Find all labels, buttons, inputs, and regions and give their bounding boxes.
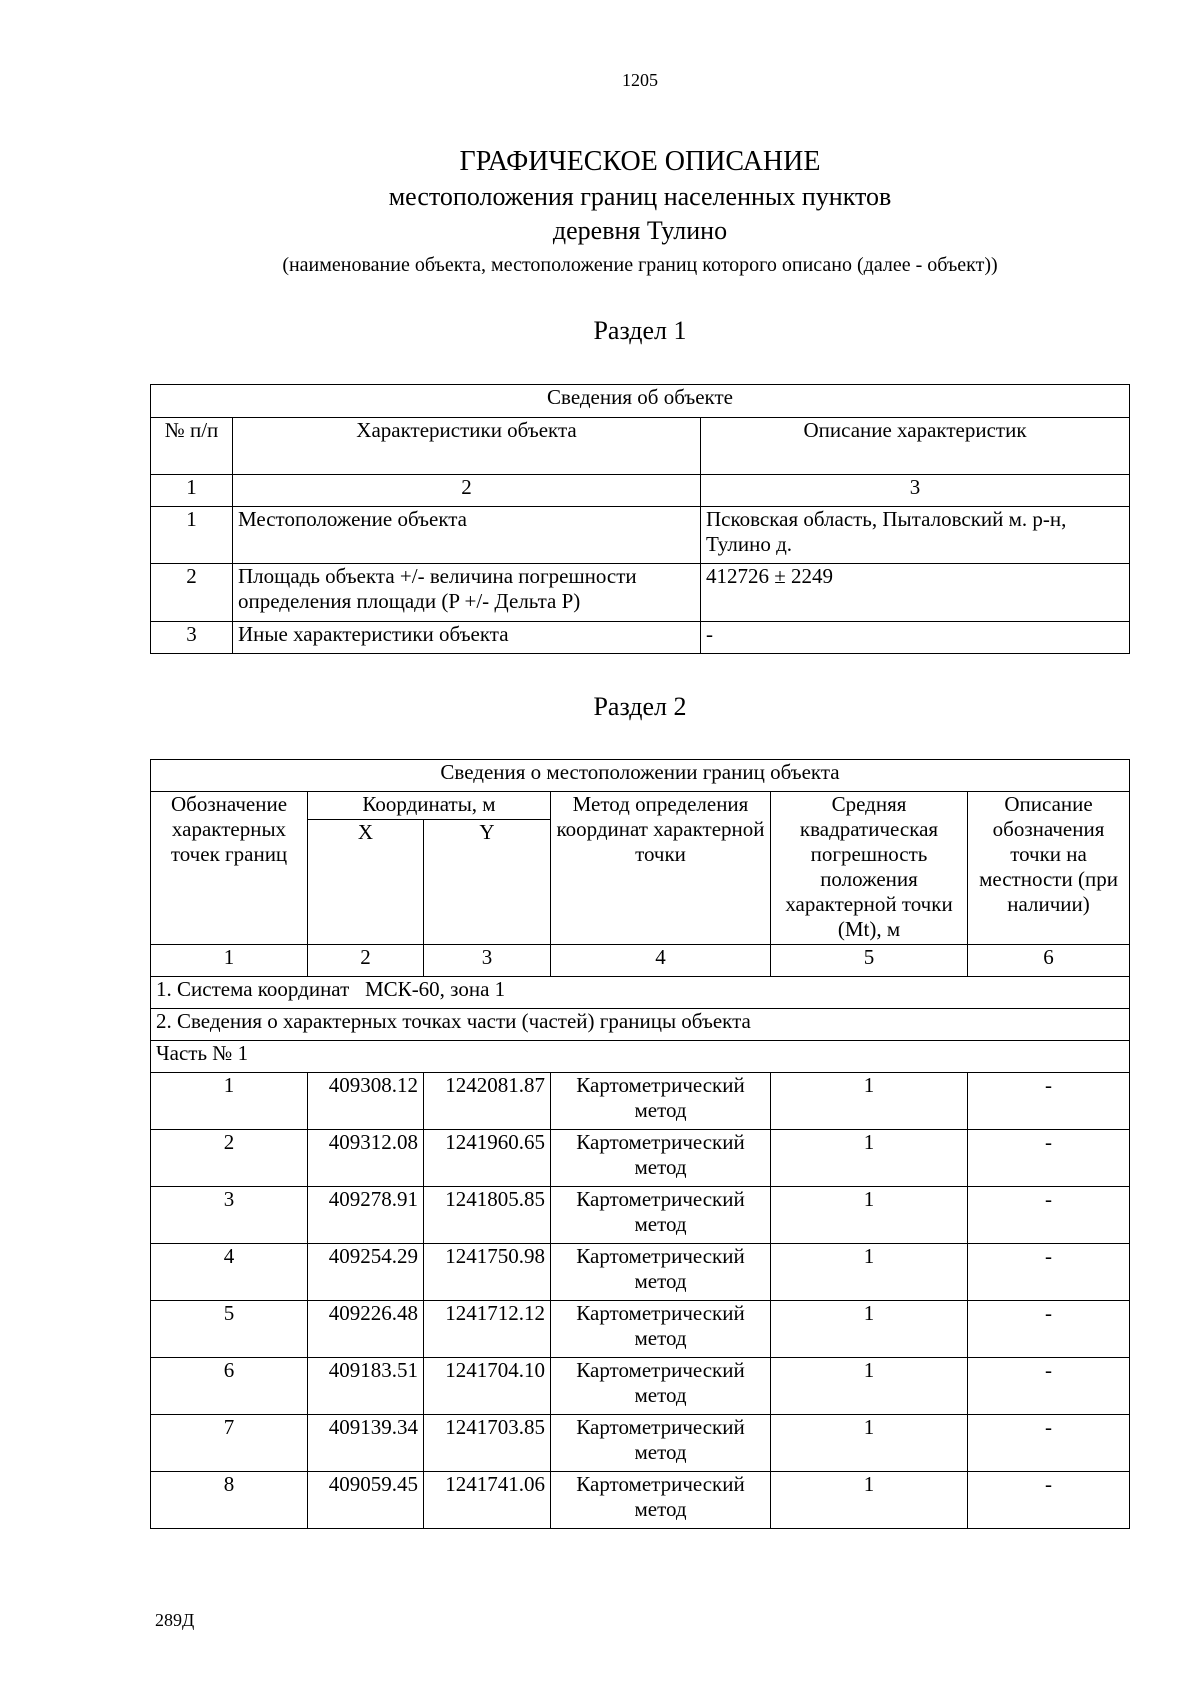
row-number: 1 <box>151 507 233 564</box>
coord-y: 1241805.85 <box>424 1187 551 1244</box>
table-row <box>151 564 1130 622</box>
column-number: 5 <box>771 945 968 977</box>
table-row <box>151 1130 1130 1187</box>
header-description: Описание обозначения точки на местности (при наличии) <box>968 792 1130 945</box>
coord-x: 409139.34 <box>308 1415 424 1472</box>
table-row <box>151 1301 1130 1358</box>
coordinate-system: 1. Система координат МСК-60, зона 1 <box>151 977 1130 1009</box>
method: Картометрический метод <box>551 1415 771 1472</box>
point-number: 7 <box>151 1415 308 1472</box>
error-mt: 1 <box>771 1358 968 1415</box>
characteristic-value: 412726 ± 2249 <box>701 564 1130 622</box>
header-coordinates: Координаты, м <box>308 792 551 820</box>
characteristic-name: Площадь объекта +/- величина погрешности определения площади (P +/- Дельта P) <box>233 564 701 622</box>
point-description: - <box>968 1244 1130 1301</box>
section-2-heading: Раздел 2 <box>593 692 687 721</box>
coord-y: 1241741.06 <box>424 1472 551 1529</box>
coord-x: 409308.12 <box>308 1073 424 1130</box>
coord-x: 409183.51 <box>308 1358 424 1415</box>
table-row <box>151 1415 1130 1472</box>
footer-code: 289Д <box>155 1610 195 1630</box>
method: Картометрический метод <box>551 1358 771 1415</box>
error-mt: 1 <box>771 1244 968 1301</box>
table-row <box>151 1472 1130 1529</box>
point-number: 6 <box>151 1358 308 1415</box>
header-y: Y <box>424 820 551 945</box>
method: Картометрический метод <box>551 1187 771 1244</box>
object-name-caption: (наименование объекта, местоположение границ которого описано (далее - объект)) <box>282 254 998 276</box>
error-mt: 1 <box>771 1130 968 1187</box>
coord-x: 409059.45 <box>308 1472 424 1529</box>
table-row <box>151 1073 1130 1130</box>
point-description: - <box>968 1130 1130 1187</box>
table-caption: Сведения о местоположении границ объекта <box>151 760 1130 792</box>
column-number: 2 <box>308 945 424 977</box>
coord-x: 409226.48 <box>308 1301 424 1358</box>
section-1-heading: Раздел 1 <box>593 316 687 345</box>
coord-y: 1242081.87 <box>424 1073 551 1130</box>
characteristic-value: - <box>701 622 1130 654</box>
document-title: ГРАФИЧЕСКОЕ ОПИСАНИЕ <box>459 146 821 177</box>
point-description: - <box>968 1073 1130 1130</box>
table-row <box>151 507 1130 564</box>
table-caption: Сведения об объекте <box>151 385 1130 418</box>
coord-y: 1241712.12 <box>424 1301 551 1358</box>
column-number: 3 <box>701 475 1130 507</box>
point-number: 2 <box>151 1130 308 1187</box>
coord-y: 1241704.10 <box>424 1358 551 1415</box>
coord-y: 1241703.85 <box>424 1415 551 1472</box>
characteristic-value: Псковская область, Пыталовский м. р-н, Тулино д. <box>701 507 1130 564</box>
document-subtitle: местоположения границ населенных пунктов <box>388 182 892 211</box>
row-number: 3 <box>151 622 233 654</box>
table-row <box>151 1358 1130 1415</box>
row-number: 2 <box>151 564 233 622</box>
point-description: - <box>968 1187 1130 1244</box>
object-info-table <box>150 384 1130 654</box>
table-row <box>151 1187 1130 1244</box>
points-caption: 2. Сведения о характерных точках части (частей) границы объекта <box>151 1009 1130 1041</box>
column-number: 3 <box>424 945 551 977</box>
point-number: 5 <box>151 1301 308 1358</box>
error-mt: 1 <box>771 1187 968 1244</box>
page-number: 1205 <box>622 70 658 90</box>
error-mt: 1 <box>771 1301 968 1358</box>
error-mt: 1 <box>771 1415 968 1472</box>
header-characteristic: Характеристики объекта <box>233 418 701 475</box>
point-description: - <box>968 1415 1130 1472</box>
point-number: 1 <box>151 1073 308 1130</box>
method: Картометрический метод <box>551 1073 771 1130</box>
boundary-points-table <box>150 759 1130 1529</box>
point-description: - <box>968 1358 1130 1415</box>
characteristic-name: Местоположение объекта <box>233 507 701 564</box>
table-row <box>151 622 1130 654</box>
header-method: Метод определения координат характерной точки <box>551 792 771 945</box>
method: Картометрический метод <box>551 1130 771 1187</box>
header-description: Описание характеристик <box>701 418 1130 475</box>
part-label: Часть № 1 <box>151 1041 1130 1073</box>
error-mt: 1 <box>771 1472 968 1529</box>
header-x: X <box>308 820 424 945</box>
point-description: - <box>968 1472 1130 1529</box>
method: Картометрический метод <box>551 1301 771 1358</box>
column-number: 6 <box>968 945 1130 977</box>
characteristic-name: Иные характеристики объекта <box>233 622 701 654</box>
point-description: - <box>968 1301 1130 1358</box>
header-error: Средняя квадратическая погрешность положения характерной точки (Mt), м <box>771 792 968 945</box>
column-number: 1 <box>151 475 233 507</box>
column-number: 2 <box>233 475 701 507</box>
column-number: 4 <box>551 945 771 977</box>
table-row <box>151 1244 1130 1301</box>
header-number: № п/п <box>151 418 233 475</box>
point-number: 3 <box>151 1187 308 1244</box>
error-mt: 1 <box>771 1073 968 1130</box>
object-name: деревня Тулино <box>552 216 728 245</box>
point-number: 4 <box>151 1244 308 1301</box>
coord-x: 409254.29 <box>308 1244 424 1301</box>
column-number: 1 <box>151 945 308 977</box>
coord-y: 1241750.98 <box>424 1244 551 1301</box>
coord-x: 409278.91 <box>308 1187 424 1244</box>
point-number: 8 <box>151 1472 308 1529</box>
header-point: Обозначение характерных точек границ <box>151 792 308 945</box>
method: Картометрический метод <box>551 1472 771 1529</box>
coord-y: 1241960.65 <box>424 1130 551 1187</box>
method: Картометрический метод <box>551 1244 771 1301</box>
coord-x: 409312.08 <box>308 1130 424 1187</box>
